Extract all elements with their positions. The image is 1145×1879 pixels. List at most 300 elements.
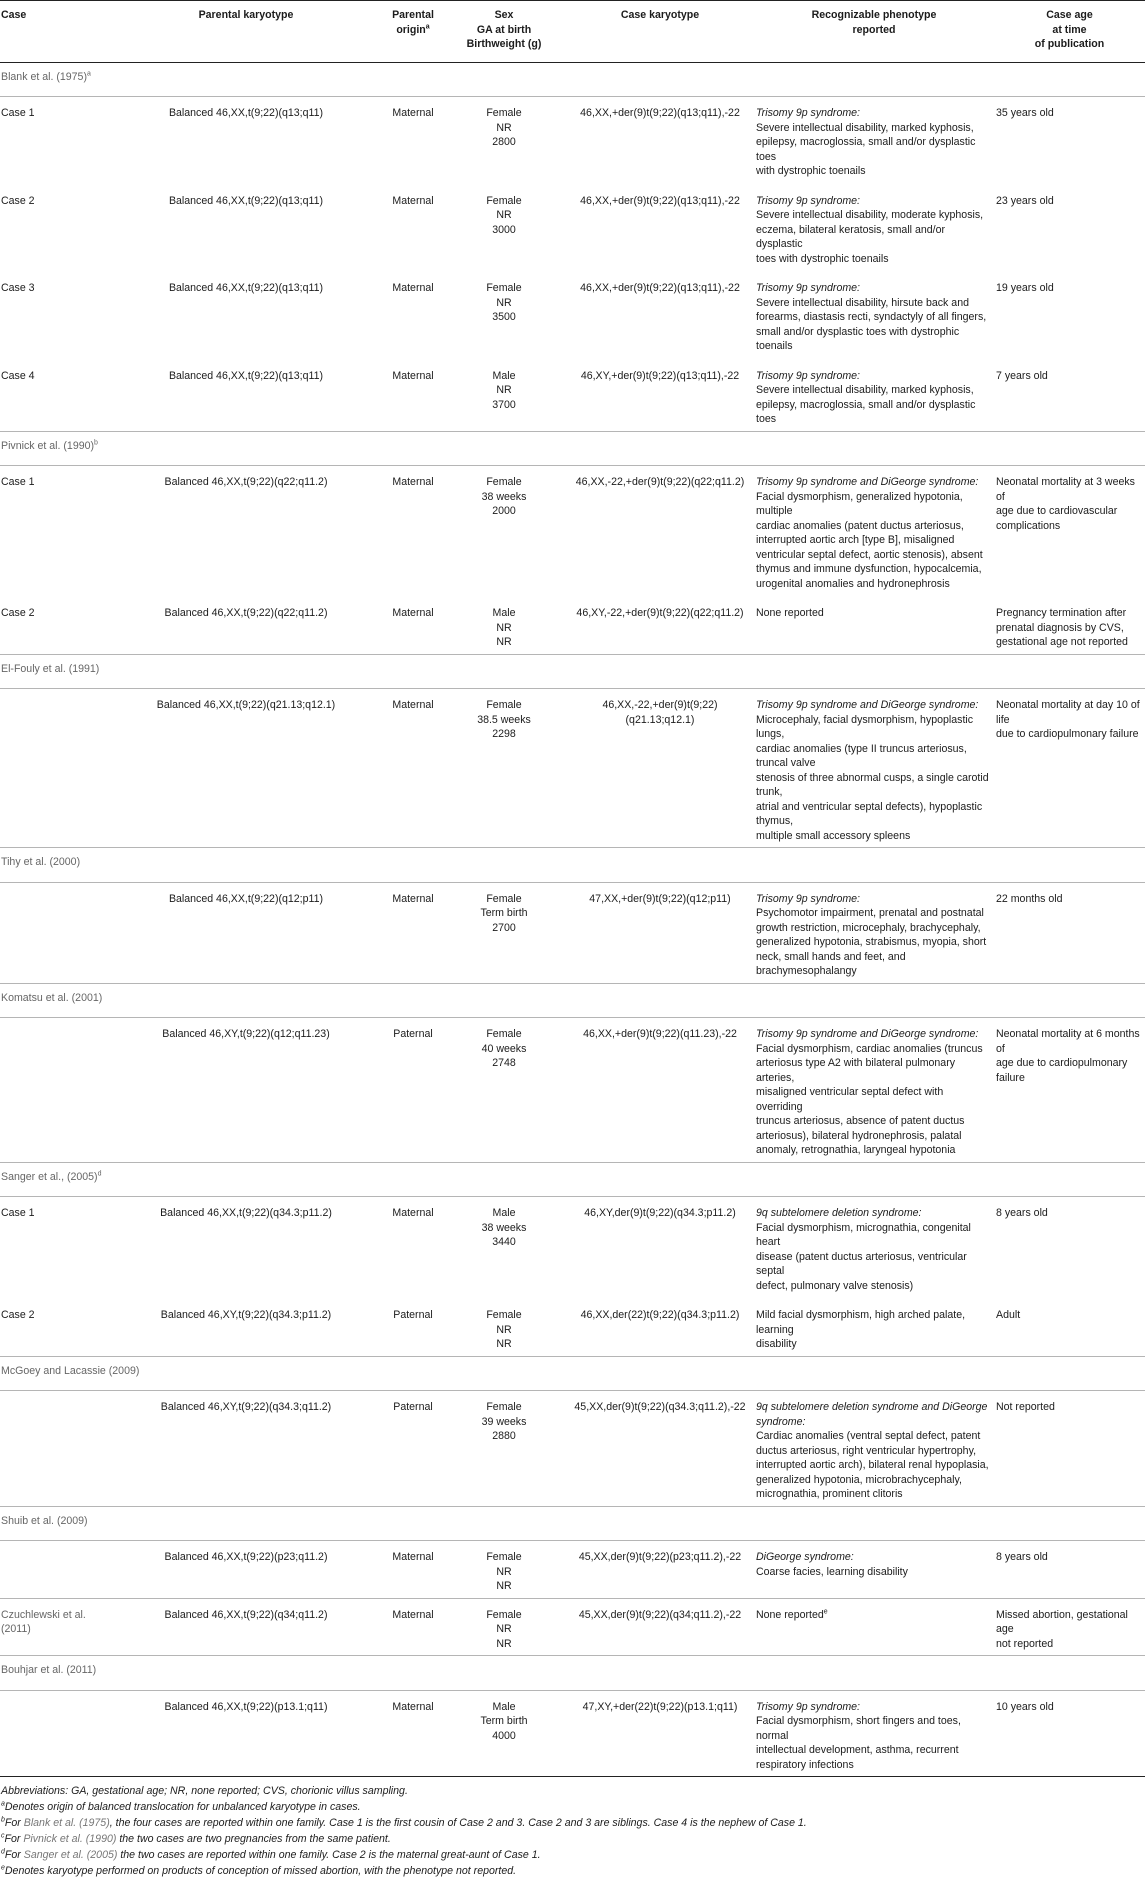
cell-case-karyotype: 46,XY,+der(9)t(9;22)(q13;q11),-22	[566, 360, 754, 432]
value-bw: NR	[496, 636, 512, 648]
phenotype-syndrome: Trisomy 9p syndrome:	[756, 194, 861, 207]
study-row	[0, 848, 1145, 883]
value-ga: NR	[496, 296, 512, 309]
citation-link[interactable]: Sanger et al. (2005)	[23, 1849, 118, 1861]
age-line: Pregnancy termination after	[996, 607, 1127, 619]
age-line: 35 years old	[996, 107, 1054, 119]
phenotype-syndrome: Trisomy 9p syndrome:	[756, 107, 861, 119]
header-parental-origin: Parental origin$^a$	[384, 1, 442, 63]
study-citation	[0, 983, 1145, 1018]
cell-parental-origin: Paternal	[384, 1391, 442, 1507]
cell-sex-ga-bw	[442, 1018, 566, 1163]
study-citation	[0, 848, 1145, 883]
footnote-e: $^e$Denotes karyotype performed on products of conception of missed abortion, with the phenotype not reported.	[1, 1864, 517, 1877]
cell-case-karyotype: 45,XX,der(9)t(9;22)(q34.3;q11.2),-22	[566, 1391, 754, 1507]
value-bw: NR	[496, 1580, 512, 1592]
cell-case-karyotype: 46,XX,+der(9)t(9;22)(q13;q11),-22	[580, 282, 740, 294]
phenotype-line: neck, small hands and feet, and	[756, 950, 906, 963]
phenotype-syndrome: 9q subtelomere deletion syndrome:	[756, 1207, 922, 1219]
cell-parental-karyotype: Balanced 46,XX,t(9;22)(q22;q11.2)	[164, 476, 328, 488]
phenotype-line: eczema, bilateral keratosis, small and/or dysplastic	[756, 223, 946, 250]
study-title: Sanger et al., (2005)	[1, 1170, 98, 1183]
phenotype-line: Psychomotor impairment, prenatal and postnatal	[756, 907, 984, 919]
cell-case-karyotype: 46,XX,+der(9)t(9;22)(q11.23),-22	[566, 1018, 754, 1163]
study-row	[0, 1656, 1145, 1691]
cell-parental-origin: Maternal	[392, 1207, 434, 1219]
phenotype-line: micrognathia, prominent clitoris	[756, 1488, 903, 1500]
cell-parental-karyotype: Balanced 46,XY,t(9;22)(q34.3;q11.2)	[108, 1391, 384, 1507]
cell-case: Case 1	[1, 107, 35, 119]
cell-case	[0, 1391, 108, 1507]
phenotype-syndrome: Trisomy 9p syndrome and DiGeorge syndrome:	[756, 476, 979, 488]
age-line: Neonatal mortality at day 10 of life	[996, 699, 1140, 726]
cell-parental-karyotype: Balanced 46,XY,t(9;22)(q12;q11.23)	[108, 1018, 384, 1163]
value-sex: Female	[486, 1028, 522, 1040]
cell-case-age	[994, 1018, 1145, 1163]
phenotype-line: Cardiac anomalies (ventral septal defect, patent	[756, 1430, 981, 1442]
cell-phenotype	[754, 1541, 994, 1599]
age-line: 8 years old	[996, 1551, 1048, 1563]
phenotype-line: Severe intellectual disability, marked kyphosis,	[756, 384, 974, 396]
footnote-marker: a	[86, 69, 91, 77]
value-bw: 3700	[492, 398, 516, 411]
cell-case-karyotype: 46,XX,-22,+der(9)t(9;22)(q21.13;q12.1)	[566, 689, 754, 848]
phenotype-syndrome: Trisomy 9p syndrome:	[756, 282, 861, 294]
cell-phenotype	[754, 882, 994, 983]
cell-phenotype	[754, 1391, 994, 1507]
cell-sex-ga-bw	[442, 97, 566, 185]
study-title: El-Fouly et al. (1991)	[1, 662, 100, 675]
phenotype-line: brachymesophalangy	[756, 965, 857, 977]
age-line: 7 years old	[996, 369, 1048, 382]
cell-case: Case 2	[0, 597, 108, 654]
cell-case: Case 4	[0, 360, 108, 432]
cell-phenotype	[754, 689, 994, 848]
value-sex: Female	[486, 1309, 522, 1321]
cell-phenotype	[754, 1598, 994, 1656]
cell-sex-ga-bw	[442, 1299, 566, 1356]
phenotype-line: interrupted aortic arch [type B], misaligned	[756, 534, 955, 546]
phenotype-line: disease (patent ductus arteriosus, ventricular septal	[756, 1250, 967, 1277]
table-row	[0, 1299, 1145, 1356]
phenotype-line: intellectual development, asthma, recurrent	[756, 1744, 959, 1756]
cell-case: Case 2	[1, 194, 35, 207]
phenotype-line: Facial dysmorphism, cardiac anomalies (truncus	[756, 1042, 983, 1055]
cell-case-age	[994, 882, 1145, 983]
study-title: Komatsu et al. (2001)	[1, 991, 103, 1004]
cell-phenotype	[754, 1690, 994, 1777]
citation-link[interactable]: Pivnick et al. (1990)	[23, 1833, 117, 1845]
table-row	[0, 1391, 1145, 1507]
cell-parental-karyotype: Balanced 46,XX,t(9;22)(p13.1;q11)	[108, 1690, 384, 1777]
footnote-marker: d	[97, 1169, 102, 1177]
value-sex: Male	[492, 1700, 516, 1713]
phenotype-syndrome: Trisomy 9p syndrome:	[756, 1700, 861, 1713]
value-sex: Female	[486, 1401, 522, 1413]
age-line: Not reported	[996, 1401, 1055, 1413]
phenotype-line: growth restriction, microcephaly, brachycephaly,	[756, 921, 981, 934]
value-ga: Term birth	[480, 907, 528, 919]
study-row	[0, 1356, 1145, 1391]
cell-case-age	[994, 97, 1145, 185]
study-row	[0, 62, 1145, 97]
cell-sex-ga-bw	[442, 689, 566, 848]
phenotype-line: truncus arteriosus, absence of patent ductus	[756, 1115, 965, 1127]
cell-parental-karyotype: Balanced 46,XX,t(9;22)(q21.13;q12.1)	[108, 689, 384, 848]
cell-case-age	[994, 272, 1145, 360]
cell-sex-ga-bw	[442, 1598, 566, 1656]
study-citation	[0, 431, 1145, 466]
table-row	[0, 185, 1145, 273]
phenotype-line: toes with dystrophic toenails	[756, 252, 889, 265]
phenotype-line: thymus and immune dysfunction, hypocalcemia,	[756, 563, 982, 575]
phenotype-line: None reported	[756, 1608, 824, 1621]
study-title: Shuib et al. (2009)	[1, 1514, 88, 1527]
age-line: prenatal diagnosis by CVS,	[996, 621, 1124, 634]
cell-parental-origin: Maternal	[384, 597, 442, 654]
value-bw: 2880	[492, 1430, 516, 1442]
table-row	[0, 597, 1145, 654]
study-row	[0, 1506, 1145, 1541]
value-bw: NR	[496, 1637, 512, 1650]
cell-parental-origin: Maternal	[384, 360, 442, 432]
cell-parental-origin: Maternal	[384, 1598, 442, 1656]
phenotype-line: respiratory infections	[756, 1758, 854, 1771]
cell-case-karyotype: 46,XX,-22,+der(9)t(9;22)(q22;q11.2)	[575, 476, 745, 488]
phenotype-syndrome: Trisomy 9p syndrome:	[756, 369, 861, 382]
cell-sex-ga-bw	[442, 1690, 566, 1777]
cell-case-karyotype: 46,XY,-22,+der(9)t(9;22)(q22;q11.2)	[566, 597, 754, 654]
cell-case	[0, 1018, 108, 1163]
table-row	[0, 360, 1145, 432]
cell-sex-ga-bw	[442, 360, 566, 432]
phenotype-line: cardiac anomalies (patent ductus arteriosus,	[756, 519, 964, 532]
phenotype-line: cardiac anomalies (type II truncus arteriosus, truncal valve	[756, 742, 967, 769]
cell-sex-ga-bw	[442, 597, 566, 654]
cell-case: Case 1	[1, 1207, 35, 1219]
study-row	[0, 654, 1145, 689]
value-ga: NR	[496, 621, 512, 634]
phenotype-line: generalized hypotonia, microbrachycephaly,	[756, 1473, 962, 1486]
cell-case: Czuchlewski et al. (2011)	[0, 1598, 108, 1656]
table-row	[0, 466, 1145, 598]
phenotype-syndrome: Trisomy 9p syndrome and DiGeorge syndrome:	[756, 699, 979, 711]
cell-case-karyotype: 47,XY,+der(22)t(9;22)(p13.1;q11)	[566, 1690, 754, 1777]
cell-phenotype	[754, 1018, 994, 1163]
cell-case	[0, 1690, 108, 1777]
header-case: Case	[0, 1, 108, 63]
value-ga: NR	[496, 1323, 512, 1336]
cell-parental-origin: Paternal	[384, 1299, 442, 1356]
citation-link[interactable]: Blank et al. (1975)	[23, 1817, 110, 1829]
phenotype-line: Coarse facies, learning disability	[756, 1565, 908, 1578]
cell-parental-karyotype: Balanced 46,XY,t(9;22)(q34.3;p11.2)	[108, 1299, 384, 1356]
phenotype-line: disability	[756, 1338, 797, 1350]
cell-parental-karyotype: Balanced 46,XX,t(9;22)(q12;p11)	[108, 882, 384, 983]
value-sex: Female	[486, 194, 522, 207]
study-citation	[0, 1356, 1145, 1391]
cell-case-age	[994, 597, 1145, 654]
cell-case-age	[994, 1690, 1145, 1777]
cell-case-age	[994, 1197, 1145, 1300]
value-bw: 2298	[492, 728, 516, 740]
cell-case-age	[994, 360, 1145, 432]
age-line: gestational age not reported	[996, 636, 1128, 648]
value-bw: 2800	[492, 136, 516, 148]
age-line: Missed abortion, gestational age	[996, 1608, 1128, 1635]
table-footnotes	[0, 1777, 1145, 1879]
age-line: complications	[996, 519, 1061, 532]
cell-sex-ga-bw	[442, 466, 566, 598]
cell-case-karyotype: 46,XX,+der(9)t(9;22)(q13;q11),-22	[580, 107, 740, 119]
value-bw: 3000	[492, 223, 516, 236]
age-line: Neonatal mortality at 3 weeks of	[996, 476, 1135, 503]
study-citation	[0, 62, 1145, 97]
cell-case-karyotype: 46,XY,der(9)t(9;22)(q34.3;p11.2)	[584, 1207, 736, 1219]
header-case-karyotype: Case karyotype	[566, 1, 754, 63]
phenotype-line: atrial and ventricular septal defects), hypoplastic thymus,	[756, 800, 983, 827]
value-ga: NR	[496, 1565, 512, 1578]
phenotype-line: Microcephaly, facial dysmorphism, hypoplastic lungs,	[756, 713, 974, 740]
cell-parental-origin: Maternal	[392, 476, 434, 488]
cell-parental-karyotype: Balanced 46,XX,t(9;22)(q34;q11.2)	[108, 1598, 384, 1656]
age-line: not reported	[996, 1637, 1054, 1650]
age-line: 19 years old	[996, 282, 1054, 294]
cell-case: Case 3	[1, 282, 35, 294]
cell-sex-ga-bw	[442, 1197, 566, 1300]
value-ga: NR	[496, 209, 512, 221]
study-citation	[0, 1506, 1145, 1541]
cell-case-karyotype: 46,XX,der(22)t(9;22)(q34.3;p11.2)	[566, 1299, 754, 1356]
cell-case-karyotype: 45,XX,der(9)t(9;22)(q34;q11.2),-22	[566, 1598, 754, 1656]
value-sex: Male	[492, 607, 516, 619]
value-bw: 4000	[492, 1729, 516, 1742]
value-ga: 38 weeks	[481, 490, 527, 503]
study-row	[0, 431, 1145, 466]
age-line: failure	[996, 1071, 1025, 1084]
cell-phenotype	[754, 466, 994, 598]
phenotype-syndrome: Trisomy 9p syndrome:	[756, 892, 861, 905]
phenotype-line: Facial dysmorphism, micrognathia, congenital heart	[756, 1221, 971, 1248]
value-ga: 38 weeks	[481, 1221, 527, 1234]
phenotype-line: ventricular septal defect, aortic stenosis), absent	[756, 548, 983, 561]
phenotype-line: arteriosus), bilateral hydronephrosis, palatal	[756, 1129, 962, 1142]
value-ga: 40 weeks	[481, 1042, 527, 1055]
table-row	[0, 689, 1145, 848]
cell-phenotype	[754, 1299, 994, 1356]
value-ga: Term birth	[480, 1715, 528, 1727]
footnote-d: $^d$For Sanger et al. (2005) the two cases are reported within one family. Case 2 is the maternal great-aunt of Case 1.	[1, 1848, 541, 1861]
cell-case: Case 1	[1, 476, 35, 488]
footnote-abbreviations: Abbreviations: GA, gestational age; NR, none reported; CVS, chorionic villus sampling.	[1, 1785, 408, 1797]
study-citation	[0, 1162, 1145, 1197]
value-ga: NR	[496, 121, 512, 134]
table-row	[0, 1690, 1145, 1777]
age-line: 23 years old	[996, 194, 1054, 207]
age-line: due to cardiopulmonary failure	[996, 728, 1139, 740]
study-title: Blank et al. (1975)	[1, 70, 87, 83]
phenotype-line: Facial dysmorphism, short fingers and toes, normal	[756, 1715, 961, 1742]
value-sex: Female	[486, 1608, 522, 1621]
footnote-b: $^b$For Blank et al. (1975), the four cases are reported within one family. Case 1 is the first cousin of Case 2 and 3. Case 2 and 3 are siblings. Case 4 is the nephew of Case 1.	[1, 1816, 807, 1829]
value-sex: Female	[486, 107, 522, 119]
cell-sex-ga-bw	[442, 272, 566, 360]
study-citation	[0, 1656, 1145, 1691]
table-row	[0, 882, 1145, 983]
phenotype-line: arteriosus type A2 with bilateral pulmonary arteries,	[756, 1057, 956, 1084]
cell-sex-ga-bw	[442, 882, 566, 983]
age-line: age due to cardiovascular	[996, 505, 1118, 517]
phenotype-syndrome: DiGeorge syndrome:	[756, 1551, 854, 1563]
age-line: 10 years old	[996, 1700, 1054, 1713]
table-row	[0, 97, 1145, 185]
phenotype-line: urogenital anomalies and hydronephrosis	[756, 577, 950, 590]
footnote-a: $^a$Denotes origin of balanced translocation for unbalanced karyotype in cases.	[1, 1800, 361, 1813]
cell-case: Case 2	[0, 1299, 108, 1356]
cell-phenotype	[754, 360, 994, 432]
cell-phenotype	[754, 185, 994, 273]
phenotype-line: defect, pulmonary valve stenosis)	[756, 1279, 914, 1292]
cell-case-age	[994, 1391, 1145, 1507]
cell-sex-ga-bw	[442, 185, 566, 273]
table-row	[0, 1197, 1145, 1300]
age-line: Adult	[996, 1309, 1021, 1321]
table-row	[0, 1541, 1145, 1599]
cell-phenotype	[754, 1197, 994, 1300]
cell-parental-karyotype: Balanced 46,XX,t(9;22)(p23;q11.2)	[108, 1541, 384, 1599]
study-citation	[0, 654, 1145, 689]
cell-parental-origin: Paternal	[384, 1018, 442, 1163]
phenotype-line: None reported	[756, 607, 824, 619]
study-row	[0, 1162, 1145, 1197]
value-ga: 39 weeks	[481, 1415, 527, 1428]
phenotype-syndrome: Trisomy 9p syndrome and DiGeorge syndrome:	[756, 1028, 979, 1040]
cell-parental-origin: Maternal	[384, 689, 442, 848]
phenotype-line: with dystrophic toenails	[756, 165, 866, 177]
phenotype-line: Severe intellectual disability, marked kyphosis,	[756, 121, 974, 134]
age-line: 8 years old	[996, 1207, 1048, 1219]
value-bw: 2748	[492, 1057, 516, 1069]
footnote-marker: e	[823, 1607, 828, 1615]
phenotype-line-wrap	[756, 1608, 992, 1623]
cell-case-age	[994, 689, 1145, 848]
phenotype-line: Facial dysmorphism, generalized hypotonia, multiple	[756, 490, 963, 517]
phenotype-line: multiple small accessory spleens	[756, 829, 911, 842]
value-bw: 3440	[492, 1236, 516, 1248]
cell-case-age	[994, 185, 1145, 273]
phenotype-line: Severe intellectual disability, hirsute back and	[756, 296, 969, 309]
age-line: age due to cardiopulmonary	[996, 1057, 1128, 1069]
value-bw: 2000	[492, 505, 516, 517]
age-line: 22 months old	[996, 892, 1063, 905]
header-case-age: Case age at time of publication	[994, 1, 1145, 63]
cell-parental-karyotype: Balanced 46,XX,t(9;22)(q13;q11)	[168, 282, 324, 294]
value-sex: Female	[486, 476, 522, 488]
cell-parental-karyotype: Balanced 46,XX,t(9;22)(q13;q11)	[168, 194, 324, 207]
value-sex: Female	[486, 699, 522, 711]
cell-parental-karyotype: Balanced 46,XX,t(9;22)(q22;q11.2)	[108, 597, 384, 654]
phenotype-line: small and/or dysplastic toes with dystrophic toenails	[756, 325, 960, 352]
value-ga: NR	[496, 384, 512, 396]
cell-parental-karyotype: Balanced 46,XX,t(9;22)(q34.3;p11.2)	[160, 1207, 332, 1219]
table-header-row	[0, 1, 1145, 63]
value-sex: Female	[486, 892, 522, 905]
table-row	[0, 272, 1145, 360]
cell-parental-origin: Maternal	[392, 194, 434, 207]
phenotype-line: epilepsy, macroglossia, small and/or dysplastic toes	[756, 398, 976, 425]
phenotype-line: misaligned ventricular septal defect with overriding	[756, 1086, 944, 1113]
cell-case-karyotype: 45,XX,der(9)t(9;22)(p23;q11.2),-22	[566, 1541, 754, 1599]
phenotype-syndrome: 9q subtelomere deletion syndrome and DiGeorge syndrome:	[756, 1401, 988, 1428]
study-title: Tihy et al. (2000)	[1, 856, 81, 868]
value-bw: 2700	[492, 921, 516, 934]
cell-parental-origin: Maternal	[384, 1541, 442, 1599]
phenotype-line: Severe intellectual disability, moderate kyphosis,	[756, 209, 984, 221]
footnote-c: $^c$For Pivnick et al. (1990) the two cases are two pregnancies from the same patient.	[1, 1832, 391, 1845]
study-title: Pivnick et al. (1990)	[1, 439, 95, 452]
phenotype-line: interrupted aortic arch), bilateral renal hypoplasia,	[756, 1459, 989, 1471]
header-parental-karyotype: Parental karyotype	[108, 1, 384, 63]
phenotype-line: stenosis of three abnormal cusps, a single carotid trunk,	[756, 771, 989, 798]
cell-case-age	[994, 466, 1145, 598]
value-sex: Female	[486, 282, 522, 294]
header-sex-ga-bw: Sex GA at birth Birthweight (g)	[442, 1, 566, 63]
cell-parental-karyotype: Balanced 46,XX,t(9;22)(q13;q11)	[108, 360, 384, 432]
cell-case	[0, 689, 108, 848]
cell-case-age	[994, 1541, 1145, 1599]
value-ga: 38.5 weeks	[477, 713, 531, 726]
value-sex: Male	[492, 1207, 516, 1219]
cell-phenotype	[754, 597, 994, 654]
phenotype-line: forearms, diastasis recti, syndactyly of all fingers,	[756, 311, 987, 323]
cell-sex-ga-bw	[442, 1391, 566, 1507]
table-row	[0, 1018, 1145, 1163]
cell-case-age	[994, 1299, 1145, 1356]
cell-phenotype	[754, 97, 994, 185]
cell-parental-origin: Maternal	[384, 1690, 442, 1777]
cell-case	[0, 1541, 108, 1599]
cell-parental-origin: Maternal	[384, 882, 442, 983]
cell-case-karyotype: 47,XX,+der(9)t(9;22)(q12;p11)	[566, 882, 754, 983]
value-ga: NR	[496, 1623, 512, 1635]
phenotype-line: ductus arteriosus, right ventricular hypertrophy,	[756, 1444, 977, 1457]
value-sex: Female	[486, 1551, 522, 1563]
cell-parental-karyotype: Balanced 46,XX,t(9;22)(q13;q11)	[168, 107, 324, 119]
phenotype-line: anomaly, retrognathia, laryngeal hypotonia	[756, 1144, 956, 1156]
cell-phenotype	[754, 272, 994, 360]
study-title: McGoey and Lacassie (2009)	[1, 1364, 140, 1377]
phenotype-line: Mild facial dysmorphism, high arched palate, learning	[756, 1309, 966, 1336]
study-title: Bouhjar et al. (2011)	[1, 1664, 97, 1676]
cell-case	[0, 882, 108, 983]
cell-case-age	[994, 1598, 1145, 1656]
value-bw: 3500	[492, 311, 516, 323]
phenotype-line: generalized hypotonia, strabismus, myopia, short	[756, 936, 987, 948]
table-row	[0, 1598, 1145, 1656]
value-bw: NR	[496, 1338, 512, 1350]
cell-case-karyotype: 46,XX,+der(9)t(9;22)(q13;q11),-22	[580, 194, 740, 207]
cell-parental-origin: Maternal	[392, 107, 434, 119]
table-body	[0, 62, 1145, 1777]
study-row	[0, 983, 1145, 1018]
header-phenotype: Recognizable phenotype reported	[754, 1, 994, 63]
value-sex: Male	[492, 369, 516, 382]
age-line: Neonatal mortality at 6 months of	[996, 1028, 1140, 1055]
cell-sex-ga-bw	[442, 1541, 566, 1599]
phenotype-line: epilepsy, macroglossia, small and/or dysplastic toes	[756, 136, 976, 163]
cell-parental-origin: Maternal	[392, 282, 434, 294]
footnote-marker: b	[94, 438, 98, 446]
